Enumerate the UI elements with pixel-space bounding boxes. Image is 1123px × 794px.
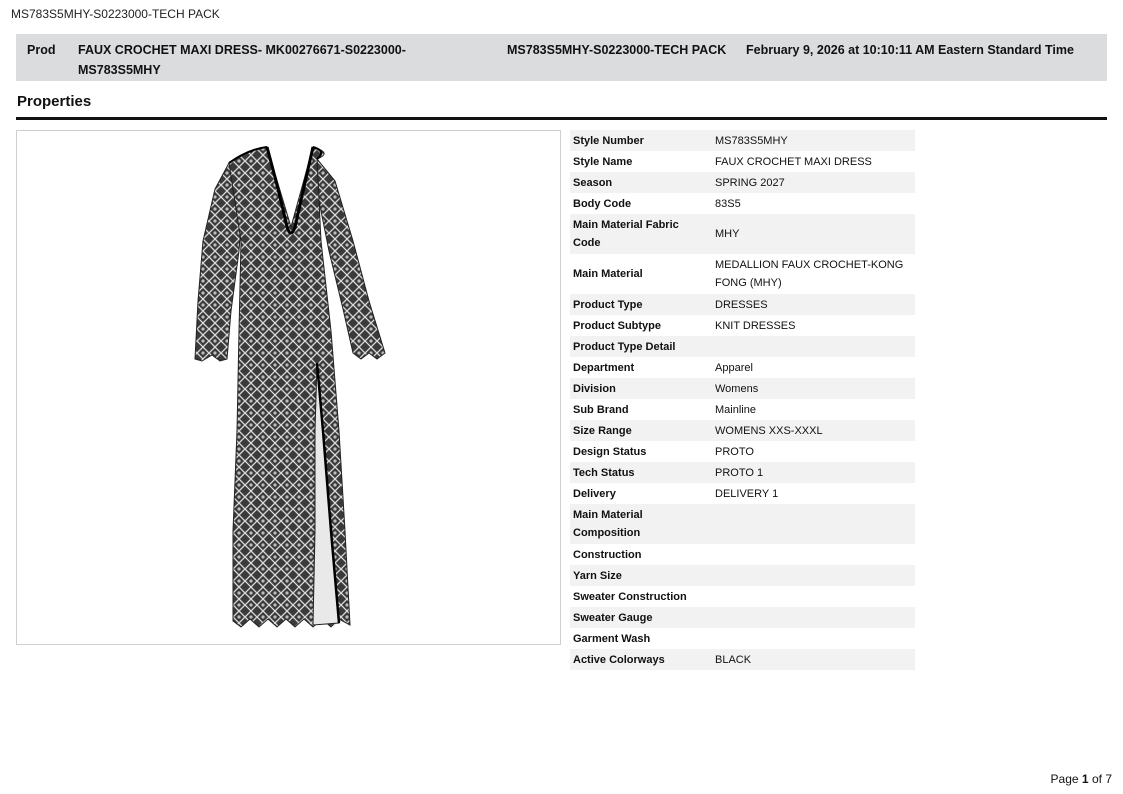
- property-value: MEDALLION FAUX CROCHET-KONG FONG (MHY): [712, 254, 915, 294]
- property-row: [570, 504, 915, 544]
- property-label: Main Material Composition: [570, 504, 712, 544]
- page-current: 1: [1081, 772, 1089, 786]
- page-label: Page: [1050, 772, 1079, 786]
- property-row: [570, 399, 915, 420]
- property-row: [570, 483, 915, 504]
- property-value: [712, 504, 915, 544]
- page-total: 7: [1105, 772, 1112, 786]
- property-row: [570, 462, 915, 483]
- property-value: PROTO: [712, 441, 915, 462]
- property-value: SPRING 2027: [712, 172, 915, 193]
- property-label: Department: [570, 357, 712, 378]
- page-of-label: of: [1091, 772, 1102, 786]
- property-row: [570, 254, 915, 294]
- property-value: Womens: [712, 378, 915, 399]
- section-divider: [16, 117, 1107, 120]
- dress-sketch-icon: [17, 131, 560, 644]
- property-value: Apparel: [712, 357, 915, 378]
- property-row: [570, 214, 915, 254]
- property-label: Sweater Construction: [570, 586, 712, 607]
- property-row: [570, 315, 915, 336]
- property-label: Sweater Gauge: [570, 607, 712, 628]
- property-value: DELIVERY 1: [712, 483, 915, 504]
- product-image: [16, 130, 561, 645]
- property-row: [570, 172, 915, 193]
- property-value: [712, 607, 915, 628]
- property-label: Product Type: [570, 294, 712, 315]
- property-label: Style Number: [570, 130, 712, 151]
- property-value: DRESSES: [712, 294, 915, 315]
- property-label: Body Code: [570, 193, 712, 214]
- property-row: [570, 193, 915, 214]
- property-value: [712, 565, 915, 586]
- property-value: PROTO 1: [712, 462, 915, 483]
- property-row: [570, 336, 915, 357]
- property-label: Product Type Detail: [570, 336, 712, 357]
- property-label: Construction: [570, 544, 712, 565]
- section-title: Properties: [17, 93, 92, 110]
- property-value: KNIT DRESSES: [712, 315, 915, 336]
- document-title: MS783S5MHY-S0223000-TECH PACK: [11, 7, 220, 21]
- header-label: Prod: [27, 43, 56, 57]
- header-product-name: FAUX CROCHET MAXI DRESS- MK00276671-S0223000-MS783S5MHY: [78, 43, 406, 77]
- page-number: [1051, 772, 1112, 786]
- property-value: MHY: [712, 214, 915, 254]
- property-row: [570, 130, 915, 151]
- property-label: Active Colorways: [570, 649, 712, 670]
- property-row: [570, 628, 915, 649]
- property-value: Mainline: [712, 399, 915, 420]
- property-row: [570, 565, 915, 586]
- property-label: Size Range: [570, 420, 712, 441]
- property-label: Design Status: [570, 441, 712, 462]
- property-value: [712, 336, 915, 357]
- property-value: [712, 628, 915, 649]
- header-product-code: MS783S5MHY-S0223000-TECH PACK: [507, 43, 727, 57]
- property-row: [570, 441, 915, 462]
- property-row: [570, 378, 915, 399]
- property-value: [712, 586, 915, 607]
- property-row: [570, 544, 915, 565]
- property-label: Main Material Fabric Code: [570, 214, 712, 254]
- property-label: Delivery: [570, 483, 712, 504]
- property-value: BLACK: [712, 649, 915, 670]
- property-label: Division: [570, 378, 712, 399]
- property-row: [570, 294, 915, 315]
- property-label: Style Name: [570, 151, 712, 172]
- property-row: [570, 151, 915, 172]
- property-row: [570, 357, 915, 378]
- property-label: Sub Brand: [570, 399, 712, 420]
- property-value: [712, 544, 915, 565]
- header-band: [16, 34, 1107, 81]
- property-label: Tech Status: [570, 462, 712, 483]
- property-label: Garment Wash: [570, 628, 712, 649]
- property-value: 83S5: [712, 193, 915, 214]
- property-value: WOMENS XXS-XXXL: [712, 420, 915, 441]
- properties-table: [570, 130, 915, 670]
- property-label: Main Material: [570, 254, 712, 294]
- property-row: [570, 649, 915, 670]
- property-value: MS783S5MHY: [712, 130, 915, 151]
- property-label: Season: [570, 172, 712, 193]
- property-row: [570, 586, 915, 607]
- property-label: Yarn Size: [570, 565, 712, 586]
- property-value: FAUX CROCHET MAXI DRESS: [712, 151, 915, 172]
- property-label: Product Subtype: [570, 315, 712, 336]
- property-row: [570, 607, 915, 628]
- header-timestamp: February 9, 2026 at 10:10:11 AM Eastern Standard Time: [746, 43, 1074, 57]
- property-row: [570, 420, 915, 441]
